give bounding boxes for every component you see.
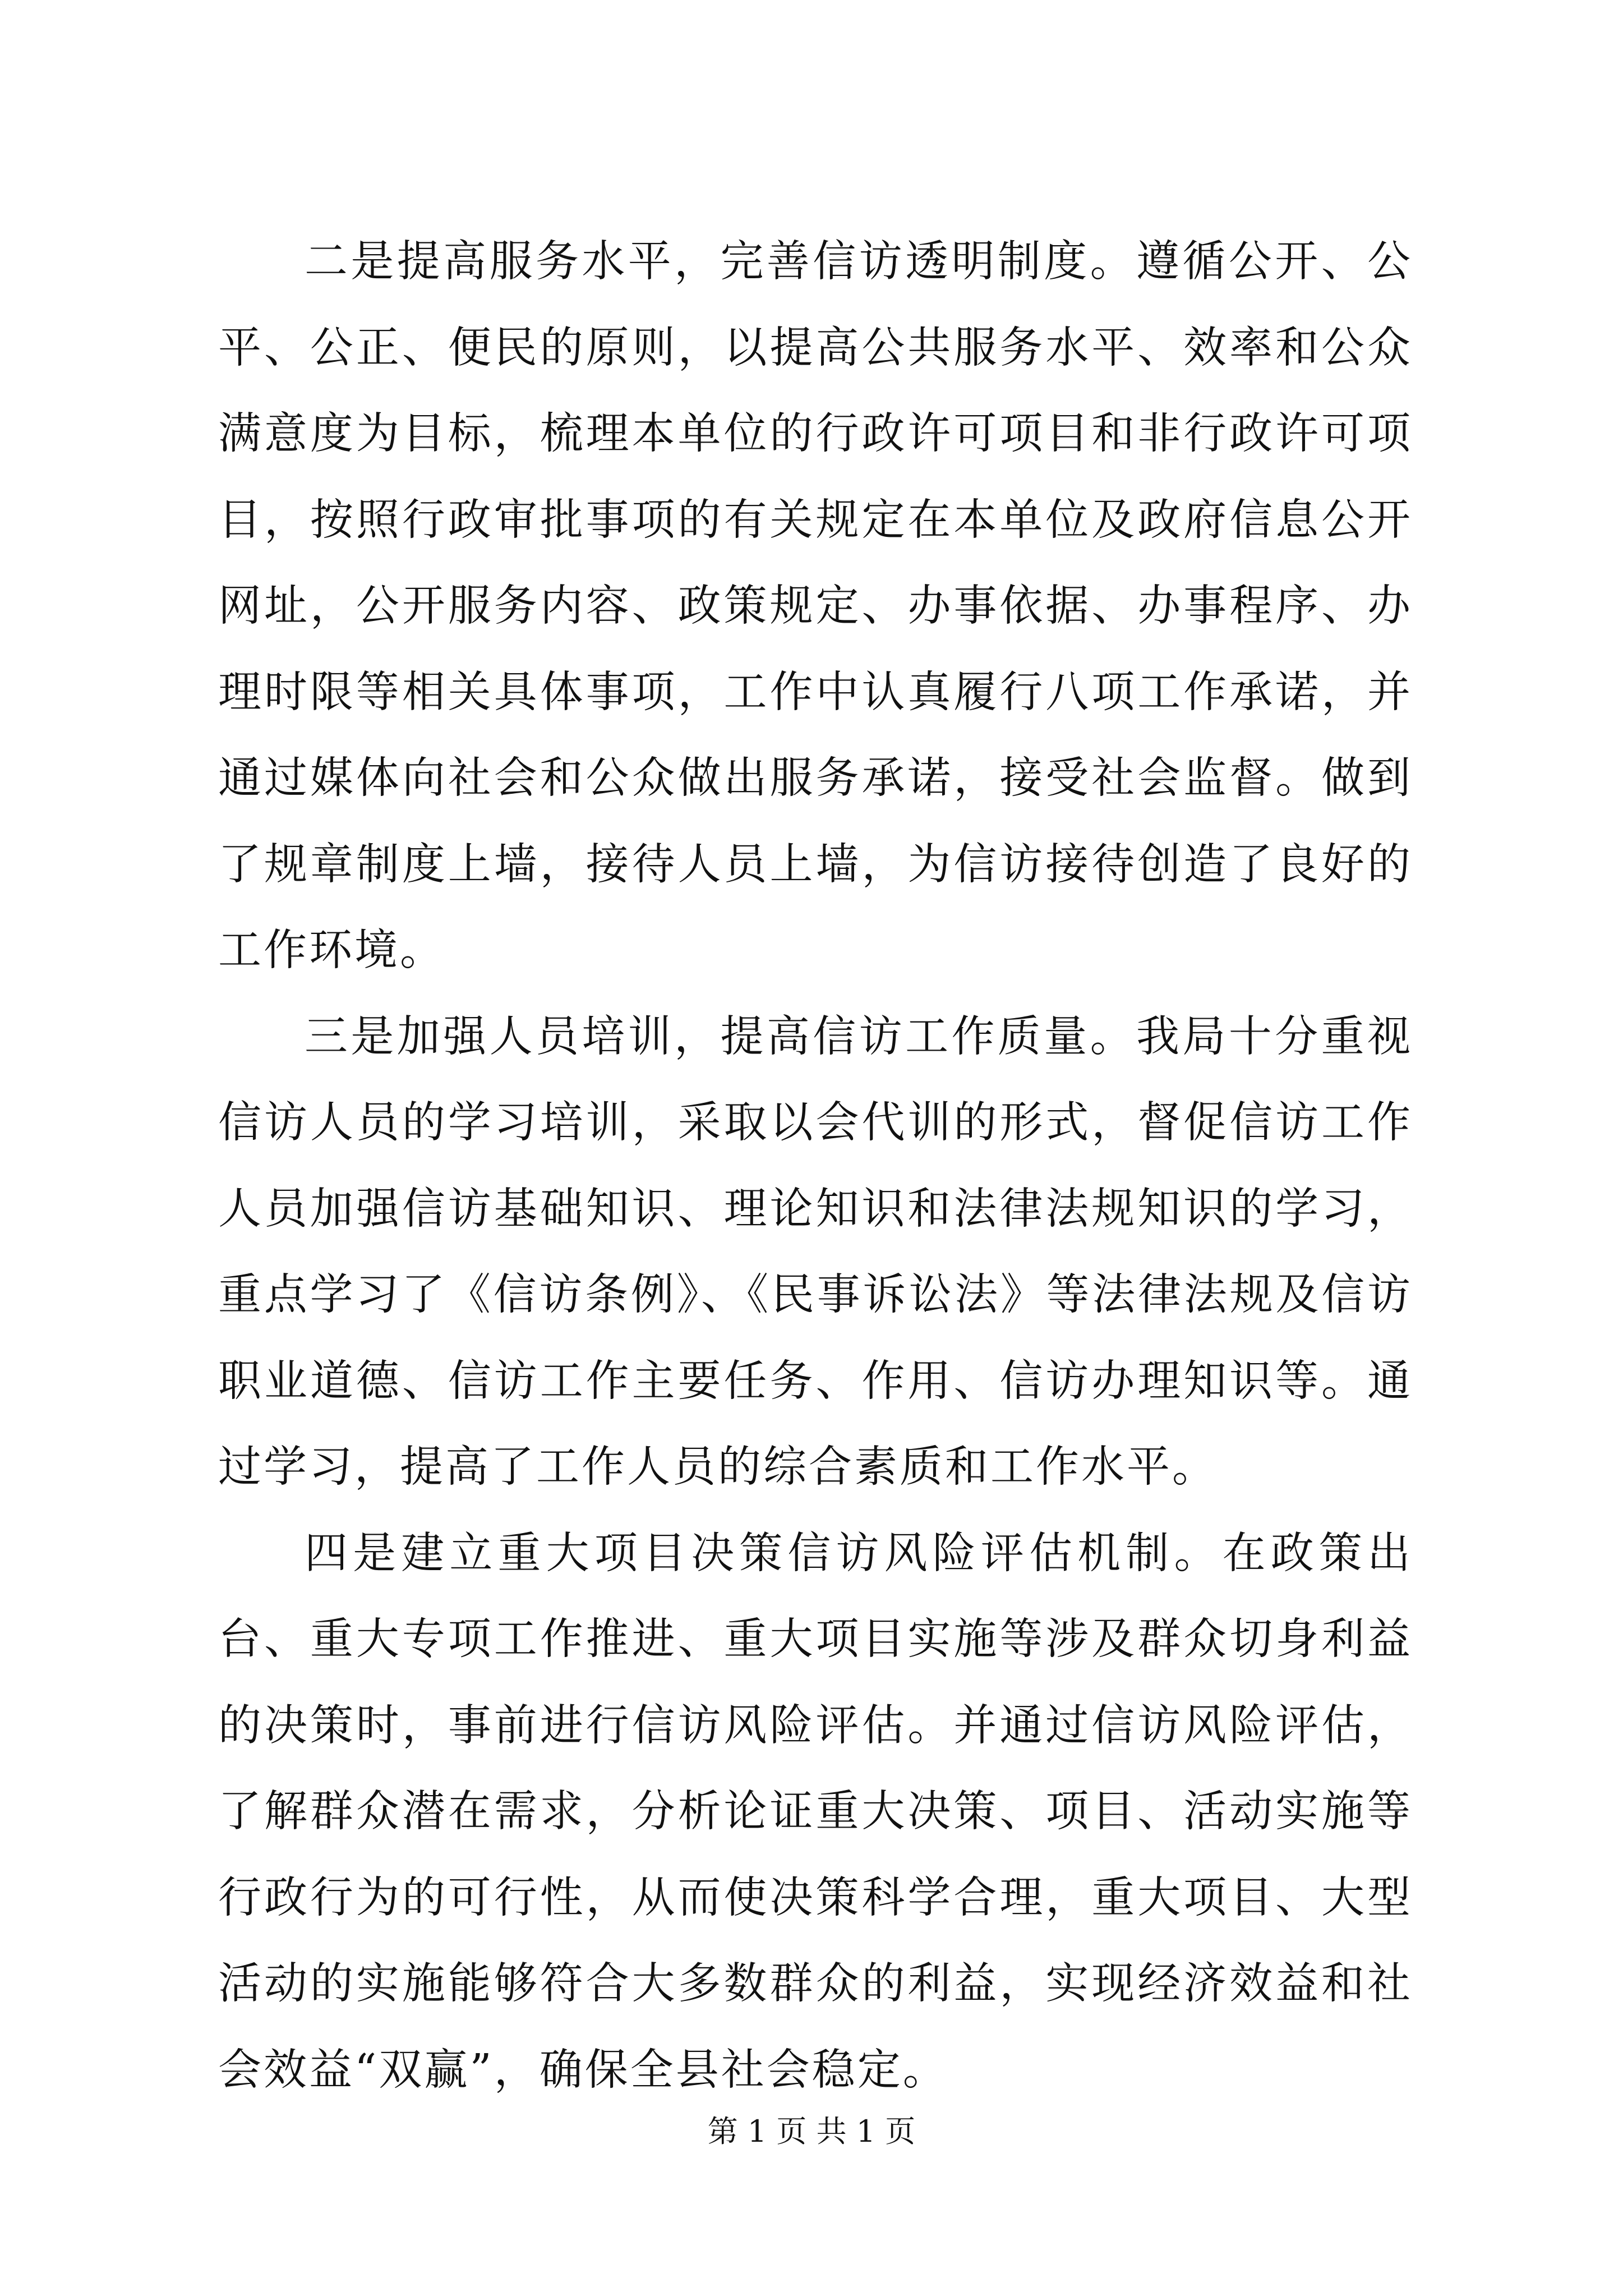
paragraph-risk-assessment: 四是建立重大项目决策信访风险评估机制。在政策出台、重大专项工作推进、重大项目实施等涉及群众切身利益的决策时，事前进行信访风险评估。并通过信访风险评估，了解群众潜在需求，分析论证重大决策、项目、活动实施等行政行为的可行性，从而使决策科学合理，重大项目、大型活动的实施能够符合大多数群众的利益，实现经济效益和社会效益“双赢”，确保全县社会稳定。 [218,1528,1413,2095]
paragraph-service-transparency: 二是提高服务水平，完善信访透明制度。遵循公开、公平、公正、便民的原则，以提高公共服务水平、效率和公众满意度为目标，梳理本单位的行政许可项目和非行政许可项目，按照行政审批事项的有关规定在本单位及政府信息公开网址，公开服务内容、政策规定、办事依据、办事程序、办理时限等相关具体事项，工作中认真履行八项工作承诺，并通过媒体向社会和公众做出服务承诺，接受社会监督。做到了规章制度上墙，接待人员上墙，为信访接待创造了良好的工作环境。 [218,237,1413,976]
document-body [218,219,1413,2113]
paragraph-staff-training: 三是加强人员培训，提高信访工作质量。我局十分重视信访人员的学习培训，采取以会代训的形式，督促信访工作人员加强信访基础知识、理论知识和法律法规知识的学习，重点学习了《信访条例》、《民事诉讼法》等法律法规及信访职业道德、信访工作主要任务、作用、信访办理知识等。通过学习，提高了工作人员的综合素质和工作水平。 [218,1011,1413,1492]
page-number-footer: 第 1 页 共 1 页 [707,2114,916,2149]
